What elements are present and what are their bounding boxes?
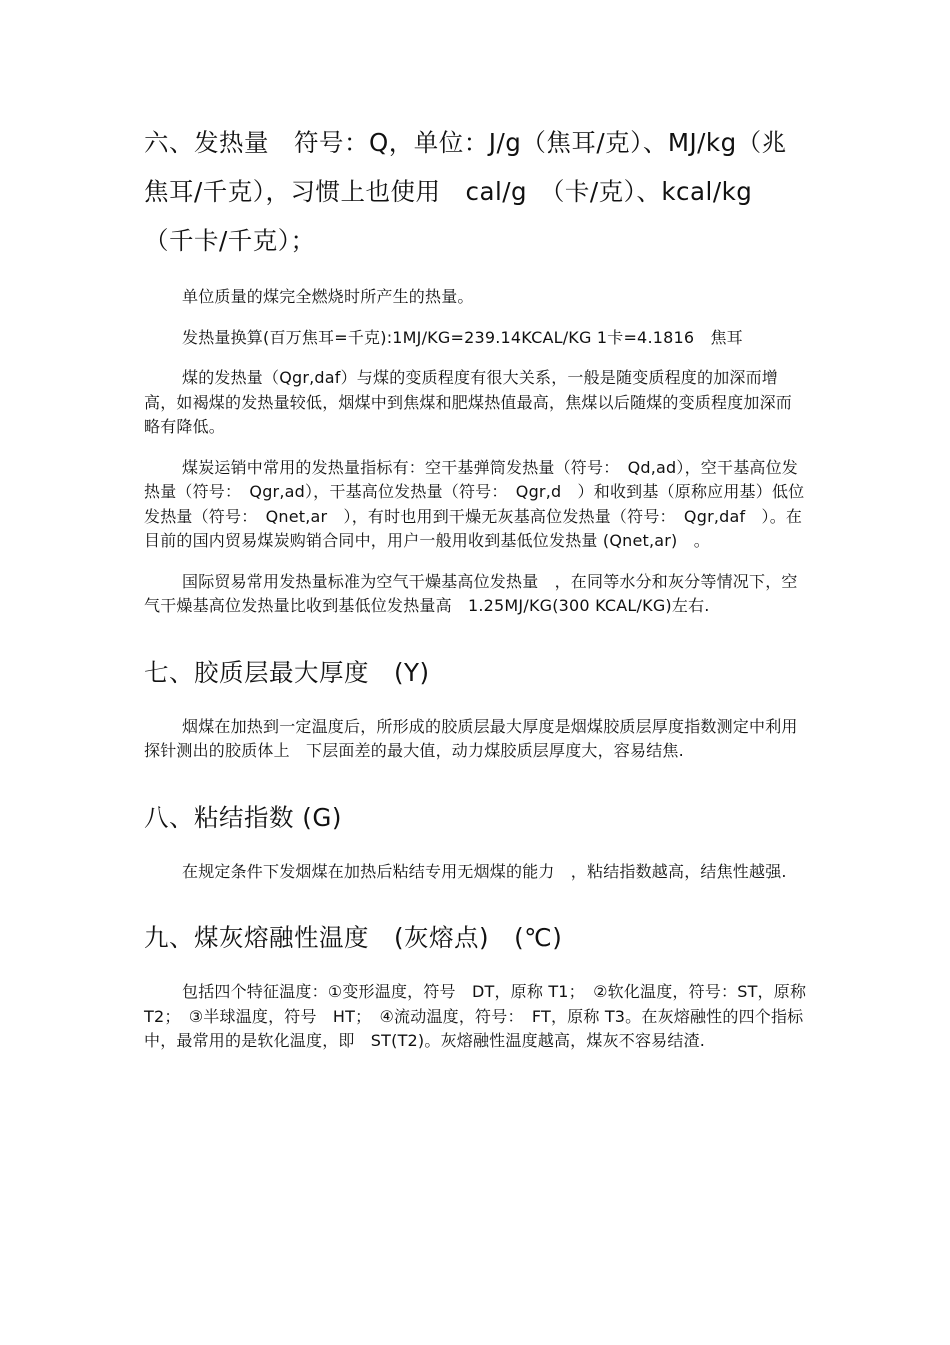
- section-heading-plastic-layer: 七、胶质层最大厚度 (Y): [144, 657, 430, 687]
- section-heading-calorific-value: 六、发热量 符号：Q，单位：J/g（焦耳/克）、MJ/kg（兆焦耳/千克），习惯上也使用 cal/g （卡/克）、kcal/kg （千卡/千克）；: [144, 128, 787, 255]
- spacer: [144, 884, 808, 913]
- spacer: [144, 350, 808, 366]
- section-heading-ash-fusion: 九、煤灰熔融性温度 (灰熔点) (℃): [144, 923, 563, 952]
- spacer: [144, 440, 808, 456]
- paragraph-metamorphism: 煤的发热量（Qgr,daf）与煤的变质程度有很大关系，一般是随变质程度的加深而增高，如褐煤的发热量较低，烟煤中到焦煤和肥煤热值最高，焦煤以后随煤的变质程度加深而略有降低。: [144, 368, 793, 436]
- section-heading-caking-index: 八、粘结指数 (G): [144, 802, 342, 832]
- paragraph-indicators: 煤炭运销中常用的发热量指标有：空干基弹筒发热量（符号： Qd,ad），空干基高位发热量（符号： Qgr,ad），干基高位发热量（符号： Qgr,d ）和收到基（原称应用基）低位发热量（符号： Qnet,ar ），有时也用到干燥无灰基高位发热量（符号： Qgr,daf ）。在目前的国内贸易煤炭购销合同中，用户一般用收到基低位发热量 (Qnet,ar) 。: [144, 457, 805, 550]
- spacer: [144, 554, 808, 570]
- spacer: [144, 619, 808, 648]
- paragraph-plastic-layer: 烟煤在加热到一定温度后，所形成的胶质层最大厚度是烟煤胶质层厚度指数测定中利用探针测出的胶质体上 下层面差的最大值，动力煤胶质层厚度大，容易结焦.: [144, 716, 798, 760]
- paragraph-caking-index: 在规定条件下发烟煤在加热后粘结专用无烟煤的能力 ，粘结指数越高，结焦性越强.: [182, 861, 787, 881]
- spacer: [144, 764, 808, 793]
- spacer: [144, 310, 808, 326]
- paragraph-ash-fusion: 包括四个特征温度：①变形温度，符号 DT，原称 T1； ②软化温度，符号：ST，原称 T2； ③半球温度，符号 HT； ④流动温度，符号： FT，原称 T3。在灰熔融性的四个指标中，最常用的是软化温度，即 ST(T2)。灰熔融性温度越高，煤灰不容易结渣.: [144, 982, 807, 1050]
- paragraph-international-trade: 国际贸易常用发热量标准为空气干燥基高位发热量 ，在同等水分和灰分等情况下，空气干燥基高位发热量比收到基低位发热量高 1.25MJ/KG(300 KCAL/KG)左右.: [144, 571, 798, 615]
- document-content: [144, 118, 808, 1054]
- paragraph-definition: 单位质量的煤完全燃烧时所产生的热量。: [182, 287, 474, 306]
- paragraph-conversion: 发热量换算(百万焦耳=千克):1MJ/KG=239.14KCAL/KG 1卡=4.1816 焦耳: [182, 327, 743, 347]
